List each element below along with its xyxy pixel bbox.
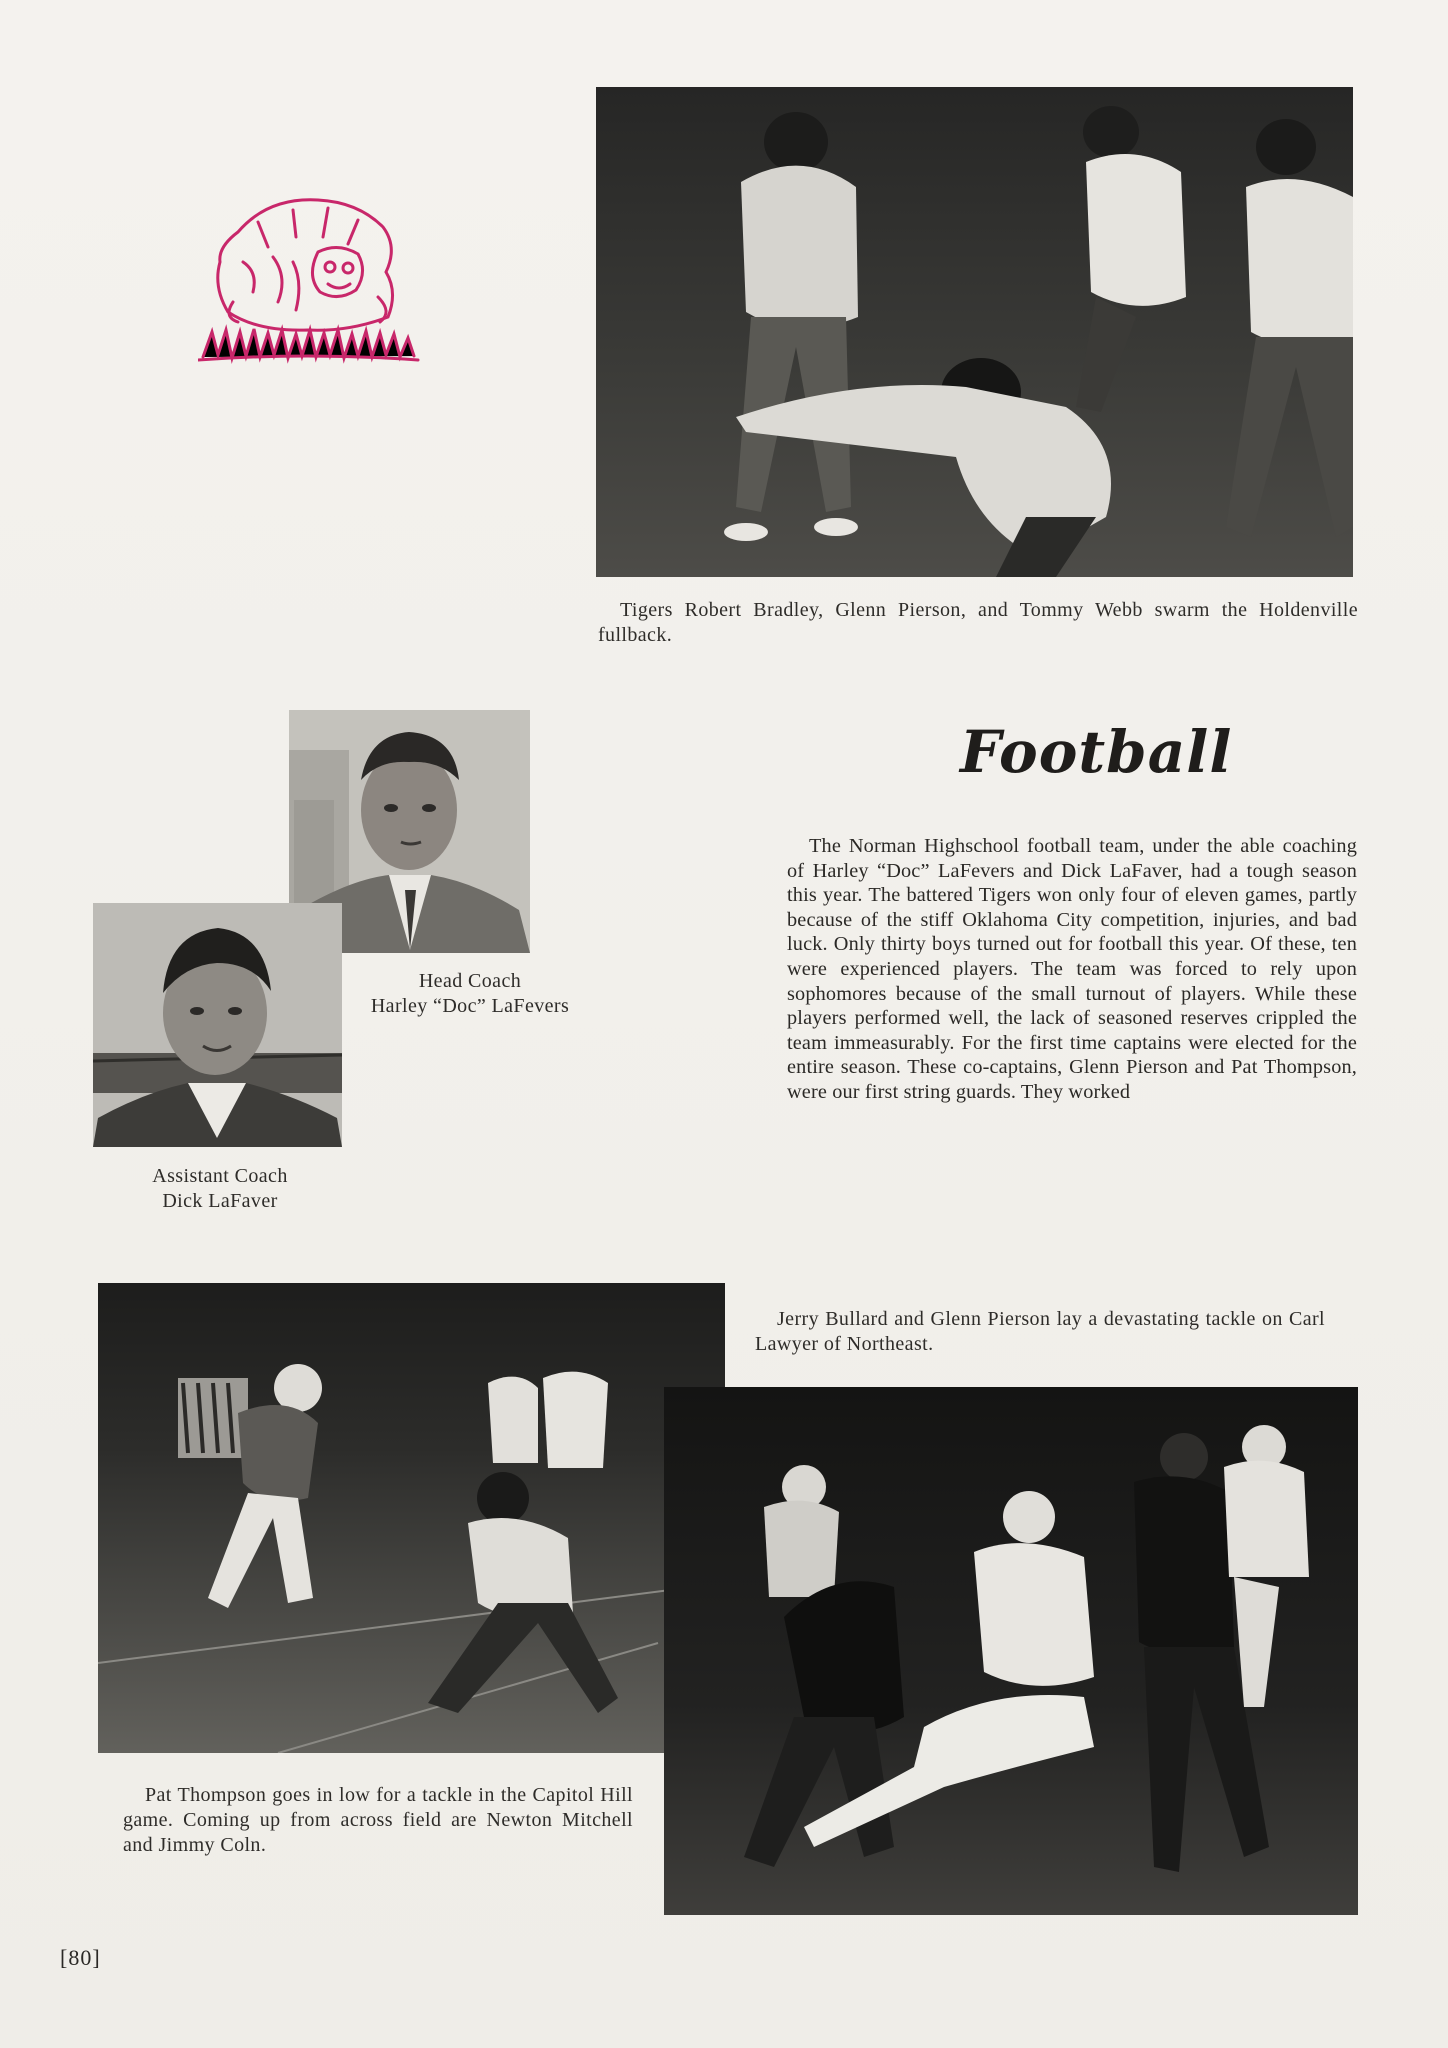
assistant-coach-name: Dick LaFaver <box>162 1190 278 1212</box>
head-coach-name: Harley “Doc” LaFevers <box>370 995 570 1017</box>
caption-head-coach <box>330 969 610 1019</box>
page-number: [80] <box>60 1945 101 1970</box>
caption-northeast-tackle: Jerry Bullard and Glenn Pierson lay a devastating tackle on Carl Lawyer of Northeast. <box>755 1308 1325 1355</box>
article-title: Football <box>960 718 1233 786</box>
article-paragraph: The Norman Highschool football team, under the able coaching of Harley “Doc” LaFevers and Dick LaFaver, had a tough season this year. The battered Tigers won only four of eleven games, partly because of the stiff Oklahoma City competition, injuries, and bad luck. Only thirty boys turned out for football this year. Of these, ten were experienced players. The team was forced to rely upon sophomores because of the small turnout of players. While these players performed well, the lack of seasoned reserves crippled the team immeasurably. For the first time captains were elected for the entire season. These co-captains, Glenn Pierson and Pat Thompson, were our first string guards. They worked <box>787 835 1357 1103</box>
photo-holdenville-game <box>596 87 1353 577</box>
caption-capitol-hill-game: Pat Thompson goes in low for a tackle in the Capitol Hill game. Coming up from across field are Newton Mitchell and Jimmy Coln. <box>123 1784 633 1856</box>
photo-northeast-game <box>664 1387 1358 1915</box>
assistant-coach-title: Assistant Coach <box>152 1165 288 1187</box>
caption-assistant-coach <box>80 1164 360 1214</box>
photo-assistant-coach <box>93 903 342 1147</box>
tiger-mascot-logo <box>198 192 420 367</box>
caption-holdenville-game: Tigers Robert Bradley, Glenn Pierson, and Tommy Webb swarm the Holdenville fullback. <box>598 599 1358 646</box>
head-coach-title: Head Coach <box>418 970 522 992</box>
article-body <box>787 834 1357 1105</box>
photo-capitol-hill-game <box>98 1283 725 1753</box>
